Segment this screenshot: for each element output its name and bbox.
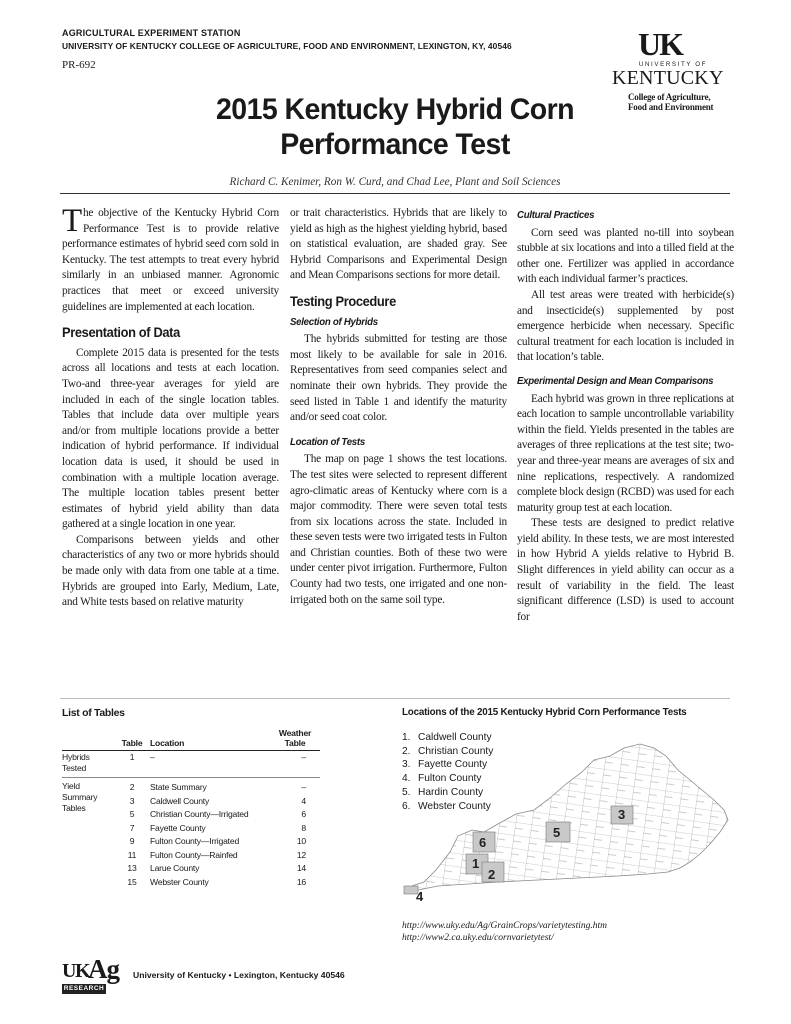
table-row bbox=[62, 862, 320, 876]
row-table-number: 5 bbox=[129, 809, 135, 819]
location-name: Hardin County bbox=[418, 786, 484, 798]
document-title bbox=[162, 92, 628, 162]
row-weather-table: 6 bbox=[301, 809, 306, 819]
url-link-1[interactable]: http://www.uky.edu/Ag/GrainCrops/varietytesting.htm bbox=[402, 921, 608, 931]
location-name: Fayette County bbox=[418, 759, 488, 771]
map-title: Locations of the 2015 Kentucky Hybrid Corn Performance Tests bbox=[402, 707, 687, 718]
section-divider bbox=[60, 698, 730, 699]
group-hybrids-tested: Hybrids Tested bbox=[62, 751, 114, 778]
location-number: 1. bbox=[402, 732, 411, 743]
logo-research: RESEARCH bbox=[63, 985, 105, 992]
location-number: 2. bbox=[402, 745, 411, 757]
table-row bbox=[62, 835, 320, 849]
kentucky-wordmark: KENTUCKY bbox=[612, 67, 724, 89]
row-weather-table: – bbox=[270, 751, 320, 778]
row-location: Christian County—Irrigated bbox=[150, 809, 249, 819]
presentation-paragraph-1: Complete 2015 data is presented for the tests across all locations and tests at each location. Two-and three-year averages for yield are included in each of the single location tables. Tables that include data over multiple years and/or from multiple locations provide a better indication of hybrid performance. If individual location data is used, it should be used in combination with a multiple location average. The multiple location tables present better estimates of hybrid yield ability than data gathered at a single location in one year. bbox=[62, 346, 279, 531]
college-line-1: College of Agriculture, bbox=[628, 92, 711, 102]
title-rule bbox=[60, 193, 730, 194]
testing-procedure-heading: Testing Procedure bbox=[290, 292, 396, 309]
header-table: Table bbox=[114, 728, 150, 751]
title-line-2: Performance Test bbox=[280, 128, 510, 161]
row-table-number: 1 bbox=[114, 751, 150, 778]
row-weather-table: 8 bbox=[301, 822, 306, 833]
row-location: Caldwell County bbox=[150, 795, 210, 806]
location-number: 6. bbox=[402, 800, 411, 812]
kentucky-county-map bbox=[398, 740, 732, 910]
row-weather-table: – bbox=[301, 782, 306, 792]
publication-number: PR-692 bbox=[62, 59, 96, 71]
row-location: Webster County bbox=[150, 876, 209, 887]
row-weather-table: 10 bbox=[296, 836, 306, 846]
row-location: – bbox=[150, 751, 270, 778]
selection-of-hybrids-subheading: Selection of Hybrids bbox=[290, 315, 378, 328]
university-of-text: UNIVERSITY OF bbox=[638, 61, 708, 68]
drop-cap: T bbox=[62, 203, 82, 239]
row-table-number: 2 bbox=[129, 782, 135, 792]
column-1 bbox=[62, 203, 279, 611]
table-row bbox=[62, 778, 320, 795]
column-2 bbox=[290, 206, 507, 608]
table-row bbox=[62, 751, 320, 778]
college-line-2: Food and Environment bbox=[628, 102, 714, 112]
row-table-number: 15 bbox=[127, 876, 137, 887]
location-of-tests-subheading: Location of Tests bbox=[290, 435, 365, 448]
marker-label: 1 bbox=[472, 856, 480, 871]
cultural-practices-subheading: Cultural Practices bbox=[517, 209, 595, 221]
row-location: Fulton County—Irrigated bbox=[150, 836, 240, 846]
row-table-number: 9 bbox=[129, 836, 135, 846]
location-number: 5. bbox=[402, 786, 411, 798]
presentation-of-data-heading: Presentation of Data bbox=[62, 324, 180, 341]
row-location: Fulton County—Rainfed bbox=[150, 849, 238, 860]
marker-label: 5 bbox=[553, 825, 561, 840]
footer-address: University of Kentucky • Lexington, Kentucky 40546 bbox=[133, 970, 345, 980]
intro-paragraph bbox=[62, 203, 279, 315]
location-name: Caldwell County bbox=[418, 732, 492, 743]
location-number: 4. bbox=[402, 773, 411, 785]
uk-wordmark: UK bbox=[638, 26, 682, 62]
table-row bbox=[62, 849, 320, 863]
row-table-number: 13 bbox=[127, 863, 137, 873]
table-row bbox=[62, 822, 320, 836]
group-yield-summary-tables: Yield Summary Tables bbox=[62, 781, 98, 813]
logo-uk: UK bbox=[62, 960, 89, 982]
logo-ag: Ag bbox=[88, 954, 119, 984]
design-paragraph-1: Each hybrid was grown in three replications at each location to sample uncontrollable variability within the field. Yields presented in the tables are averages of three replications at the test site; two-year and three-year means are averages of six and nine replications, respectively. A randomized complete block design (RCBD) was used for each maturity group test at each location. bbox=[517, 392, 734, 514]
url-link-2[interactable]: http://www2.ca.uky.edu/cornvarietytest/ bbox=[402, 933, 554, 943]
presentation-paragraph-2: Comparisons between yields and other characteristics of any two or more hybrids should be made only with data from one table at a time. Hybrids are grouped into Early, Medium, Late, and White tests based on relative maturity bbox=[62, 533, 279, 609]
location-number: 3. bbox=[402, 759, 411, 771]
location-name: Christian County bbox=[418, 745, 494, 757]
marker-label: 2 bbox=[488, 867, 496, 882]
row-weather-table: 4 bbox=[301, 795, 306, 806]
selection-paragraph: The hybrids submitted for testing are those most likely to be available for sale in 2016. Representatives from seed companies select and nominate their own hybrids. They provide the seed listed in Table 1 and identify the maturity and/or seed coat color. bbox=[290, 333, 507, 424]
station-name: AGRICULTURAL EXPERIMENT STATION bbox=[62, 28, 241, 38]
list-of-tables-title: List of Tables bbox=[62, 707, 125, 719]
location-name: Fulton County bbox=[418, 773, 482, 785]
intro-text: he objective of the Kentucky Hybrid Corn Performance Test is to provide relative performance estimates of hybrid seed corn sold in Kentucky. The test attempts to treat every hybrid similarly in an unbiased manner. Agronomic practices that meet or exceed university guidelines are implemented at each location. bbox=[62, 207, 279, 313]
college-address-line: UNIVERSITY OF KENTUCKY COLLEGE OF AGRICULTURE, FOOD AND ENVIRONMENT, LEXINGTON, KY, 40546 bbox=[62, 41, 512, 51]
list-of-tables bbox=[62, 728, 320, 889]
marker-label: 4 bbox=[416, 889, 424, 904]
row-table-number: 7 bbox=[129, 822, 135, 833]
design-paragraph-2: These tests are designed to predict relative yield ability. In these tests, we are most interested in how Hybrid A yields relative to Hybrid B. Slight differences in yield ability can occur as a result of variability in the field. The least significant difference (LSD) is used to account for bbox=[517, 517, 734, 623]
cultural-paragraph-1: Corn seed was planted no-till into soybean stubble at six locations and into a tilled field at the other one. Fertilizer was applied in accordance with each individual farmer’s practices. bbox=[517, 226, 734, 286]
marker-label: 3 bbox=[618, 807, 626, 822]
table-row bbox=[62, 876, 320, 890]
authors-line: Richard C. Kenimer, Ron W. Curd, and Chad Lee, Plant and Soil Sciences bbox=[229, 176, 561, 188]
header-location: Location bbox=[150, 728, 270, 751]
table-header-row bbox=[62, 728, 320, 751]
row-location: Fayette County bbox=[150, 822, 206, 833]
header-weather-table: Weather Table bbox=[270, 728, 320, 751]
row-location: State Summary bbox=[150, 782, 207, 792]
continued-paragraph: or trait characteristics. Hybrids that are likely to yield as high as the highest yielding hybrid, based on statistical evaluation, are shaded gray. See Hybrid Comparisons and Experimental Design and Mean Comparisons sections for more detail. bbox=[290, 207, 507, 282]
ukag-research-logo bbox=[62, 954, 130, 998]
experimental-design-subheading: Experimental Design and Mean Comparisons bbox=[517, 374, 714, 387]
location-name: Webster County bbox=[418, 800, 491, 812]
row-table-number: 11 bbox=[127, 849, 137, 860]
location-paragraph: The map on page 1 shows the test locations. The test sites were selected to represent different agro-climatic areas of Kentucky where corn is a major commodity. There were seven total tests from six locations across the state. Included in these seven tests were two irrigated tests in Fulton and Christian counties. Both of these two were under center pivot irrigation. Furthermore, Fulton County had two tests, one irrigated and one non-irrigated both on the same soil type. bbox=[290, 453, 507, 606]
column-3 bbox=[517, 206, 734, 625]
map-urls bbox=[402, 920, 607, 944]
row-table-number: 3 bbox=[129, 795, 135, 806]
title-line-1: 2015 Kentucky Hybrid Corn bbox=[216, 93, 574, 126]
cultural-paragraph-2: All test areas were treated with herbicide(s) and insecticide(s) supplemented by post emergence herbicide when necessary. Specific cultural treatment for each location is included in that location’s table. bbox=[517, 288, 734, 364]
marker-label: 6 bbox=[479, 835, 487, 850]
row-location: Larue County bbox=[150, 863, 200, 873]
row-weather-table: 14 bbox=[296, 863, 306, 873]
row-weather-table: 12 bbox=[296, 849, 306, 860]
row-weather-table: 16 bbox=[296, 876, 306, 887]
